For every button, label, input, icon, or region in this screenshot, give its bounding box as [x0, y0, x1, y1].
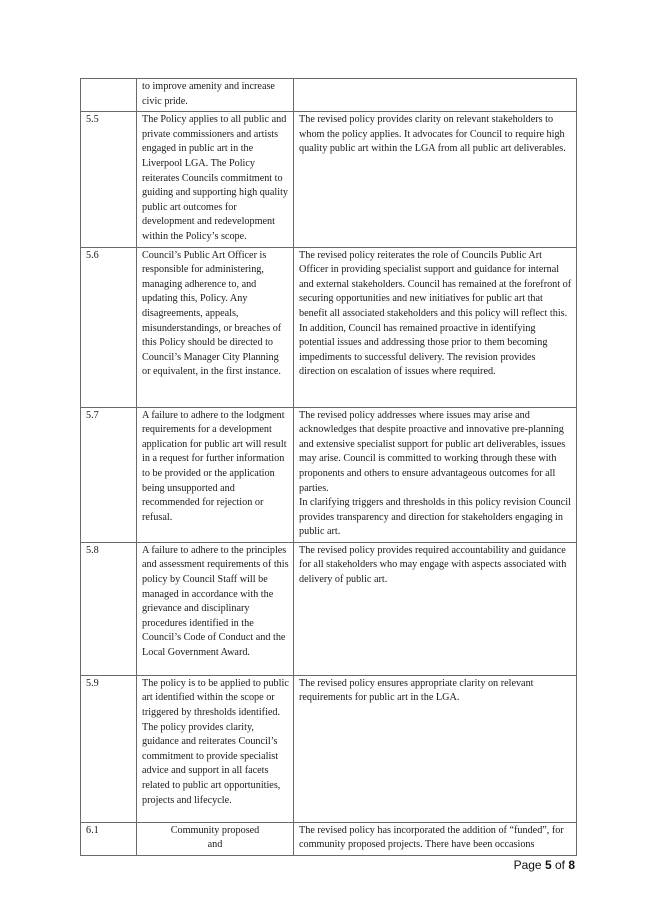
total-pages: 8 [568, 858, 575, 872]
clause-number: 5.9 [81, 675, 137, 822]
revision-paragraph: The revised policy addresses where issues may arise and acknowledges that despite proactive and innovative pre-planning and extensive specialist support for public art deliverables, issues may arise. Council is committed to working through these with proponents and others to ensure advantageous outcomes for all parties. [299, 409, 566, 494]
page-number [514, 858, 575, 872]
revision-paragraph: In clarifying triggers and thresholds in this policy revision Council provides transparency and direction for stakeholders engaging in public art. [299, 497, 571, 538]
policy-text: Community proposed and [137, 822, 294, 855]
table-row [81, 542, 577, 675]
page-of-label: of [551, 858, 569, 872]
revision-text: The revised policy provides required accountability and guidance for all stakeholders who may engage with aspects associated with delivery of public art. [294, 542, 577, 675]
policy-text: A failure to adhere to the lodgment requirements for a development application for public art will result in a request for further information to be provided or the application being unsupported and recommended for rejection or refusal. [137, 407, 294, 542]
table-row [81, 79, 577, 112]
table-row [81, 247, 577, 407]
clause-number: 5.7 [81, 407, 137, 542]
revision-text: The revised policy ensures appropriate clarity on relevant requirements for public art in the LGA. [294, 675, 577, 822]
clause-number [81, 79, 137, 112]
current-page: 5 [544, 858, 552, 872]
clause-number: 5.6 [81, 247, 137, 407]
policy-text: A failure to adhere to the principles and assessment requirements of this policy by Council Staff will be managed in accordance with the grievance and disciplinary procedures identified in the Council’s Code of Conduct and the Local Government Award. [137, 542, 294, 675]
revision-text [294, 79, 577, 112]
table-row [81, 112, 577, 247]
clause-number: 5.8 [81, 542, 137, 675]
policy-revision-table [80, 78, 577, 856]
revision-text [294, 407, 577, 542]
table-row [81, 407, 577, 542]
revision-text: The revised policy provides clarity on relevant stakeholders to whom the policy applies. It advocates for Council to require high quality public art within the LGA from all public art deliverables. [294, 112, 577, 247]
clause-number: 5.5 [81, 112, 137, 247]
table-row [81, 822, 577, 855]
table-row [81, 675, 577, 822]
policy-text: The Policy applies to all public and private commissioners and artists engaged in public art in the Liverpool LGA. The Policy reiterates Councils commitment to guiding and supporting high quality public art outcomes for development and redevelopment within the Policy’s scope. [137, 112, 294, 247]
revision-text: The revised policy reiterates the role of Councils Public Art Officer in providing specialist support and guidance for internal and external stakeholders. Council has remained at the forefront of securing opportunities and new initiatives for public art that benefit all associated stakeholders and this policy will reflect this. In addition, Council has remained proactive in identifying potential issues and addressing those prior to them becoming impediments to successful delivery. The revision provides direction on escalation of issues where required. [294, 247, 577, 407]
page-label: Page [513, 858, 545, 872]
policy-text: to improve amenity and increase civic pride. [137, 79, 294, 112]
revision-text: The revised policy has incorporated the addition of “funded”, for community proposed projects. There have been occasions [294, 822, 577, 855]
clause-number: 6.1 [81, 822, 137, 855]
policy-text: Council’s Public Art Officer is responsible for administering, managing adherence to, and updating this, Policy. Any disagreements, appeals, misunderstandings, or breaches of this Policy should be directed to Council’s Manager City Planning or equivalent, in the first instance. [137, 247, 294, 407]
policy-text: The policy is to be applied to public art identified within the scope or triggered by thresholds identified. The policy provides clarity, guidance and reiterates Council’s commitment to provide specialist advice and support in all facets related to public art opportunities, projects and lifecycle. [137, 675, 294, 822]
